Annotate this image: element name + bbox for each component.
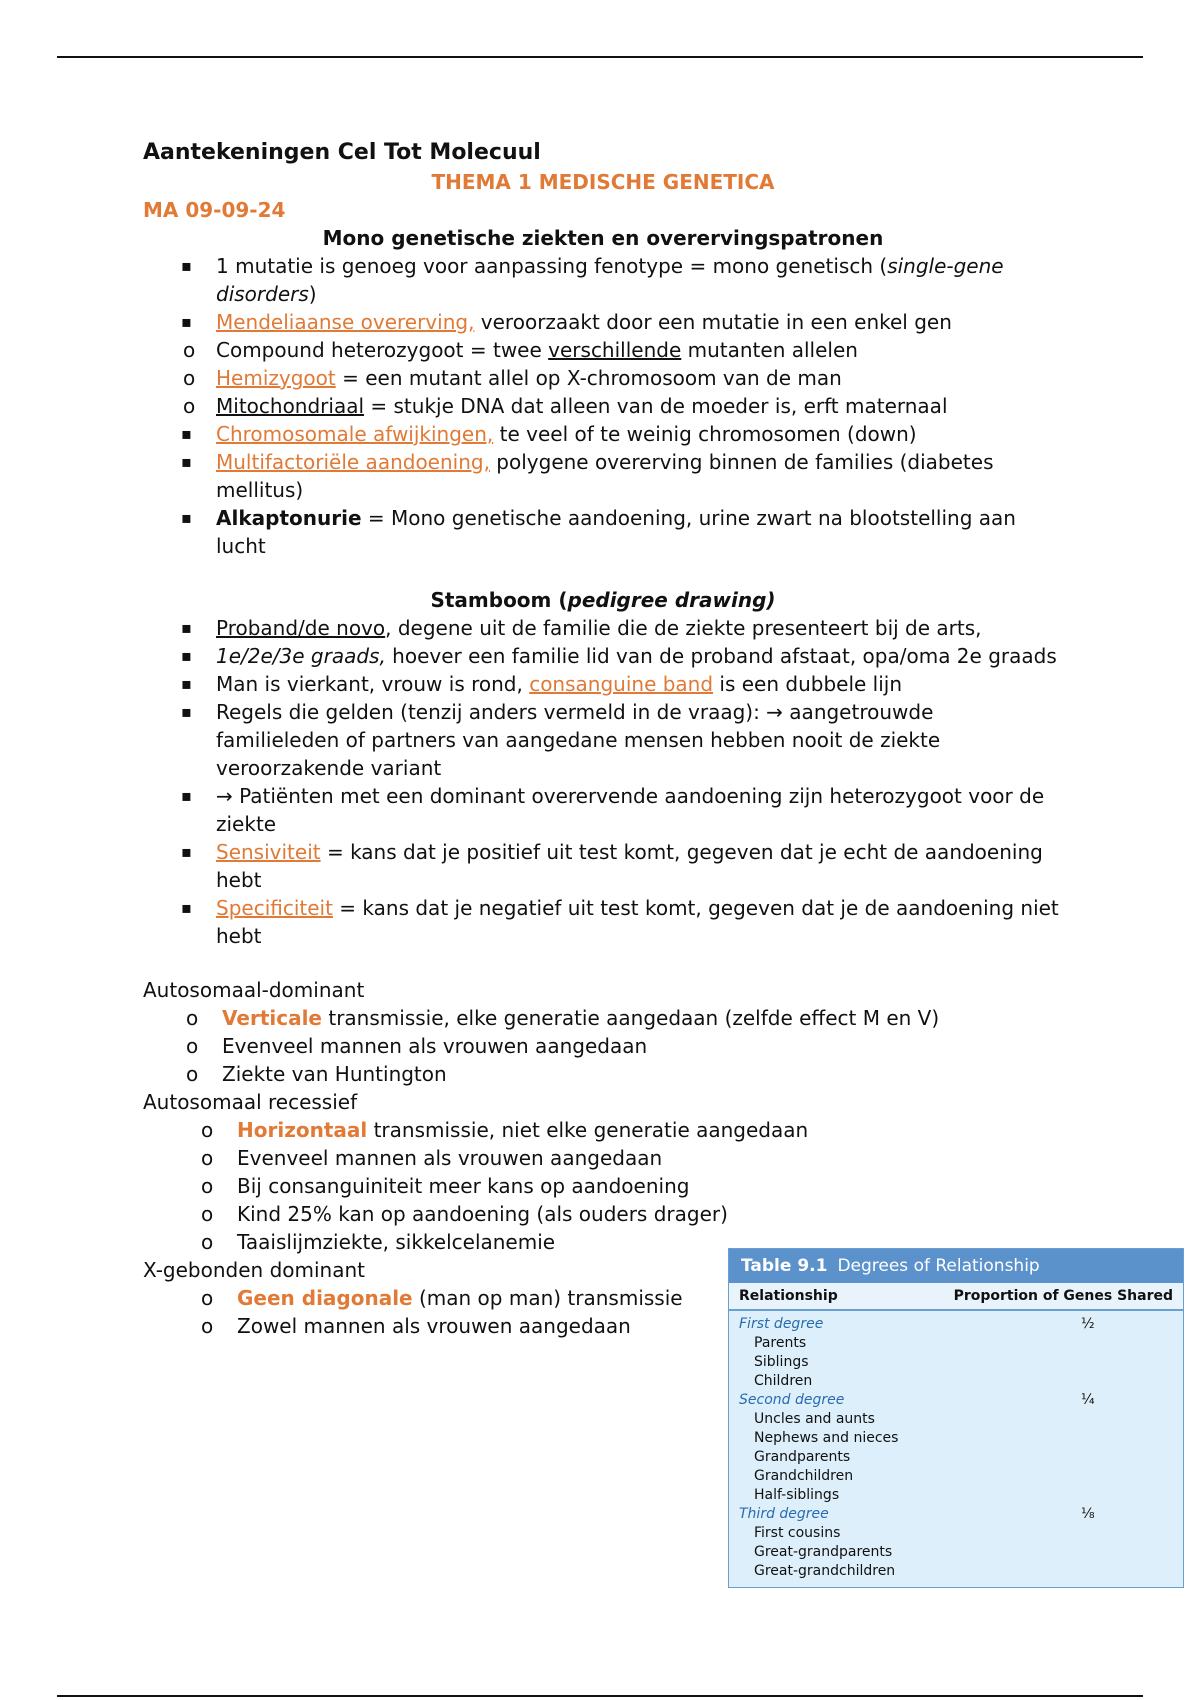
list-item: ▪ Man is vierkant, vrouw is rond, consanguine band is een dubbele lijn: [143, 670, 1063, 698]
list-item: ▪ 1 mutatie is genoeg voor aanpassing fenotype = mono genetisch (single-gene disorders): [143, 252, 1063, 308]
chromosomal-link[interactable]: Chromosomale afwijkingen,: [216, 422, 494, 446]
list-item: ▪ → Patiënten met een dominant overervende aandoening zijn heterozygoot voor de ziekte: [143, 782, 1063, 838]
table-body: [729, 1311, 1183, 1587]
table-group: Third degree ⅛ First cousins Great-grandparents Great-grandchildren: [739, 1505, 1173, 1581]
list-item: o Verticale transmissie, elke generatie aangedaan (zelfde effect M en V): [143, 1004, 1063, 1032]
list-item: o Ziekte van Huntington: [143, 1060, 1063, 1088]
table-row: Parents: [754, 1335, 807, 1351]
consanguine-link[interactable]: consanguine band: [529, 672, 714, 696]
list-item: ▪ Mendeliaanse overerving, veroorzaakt door een mutatie in een enkel gen o Compound heterozygoot = twee verschillende mutanten allelen o Hemizygoot = een mutant allel op X-chromosoom van de man o Mitochondriaal = stukje DNA dat alleen van de moeder is, erft maternaal: [143, 308, 1063, 420]
table-row: First cousins: [754, 1525, 841, 1541]
section2-heading: Stamboom (pedigree drawing): [430, 588, 776, 612]
document-body: [143, 138, 1063, 1340]
table-row: Great-grandchildren: [754, 1563, 896, 1579]
document-title: Aantekeningen Cel Tot Molecuul: [143, 140, 541, 165]
list-item: ▪ Specificiteit = kans dat je negatief uit test komt, gegeven dat je de aandoening niet hebt: [143, 894, 1063, 950]
list-item: o Bij consanguiniteit meer kans op aandoening: [143, 1172, 807, 1200]
date-label: MA 09-09-24: [143, 198, 286, 222]
list-item: ▪ Regels die gelden (tenzij anders vermeld in de vraag): → aangetrouwde familieleden of partners van aangedane mensen hebben nooit de ziekte veroorzakende variant: [143, 698, 1063, 782]
section1-list: [143, 252, 1063, 560]
bottom-rule: [57, 1695, 1143, 1697]
theme-heading: THEMA 1 MEDISCHE GENETICA: [431, 170, 775, 194]
table-caption: Table 9.1 Degrees of Relationship: [729, 1249, 1183, 1283]
table-row: Children: [754, 1373, 813, 1389]
list-item: o Taaislijmziekte, sikkelcelanemie: [143, 1228, 807, 1256]
list-item: o Evenveel mannen als vrouwen aangedaan: [143, 1144, 807, 1172]
top-rule: [57, 56, 1143, 58]
table-row: Nephews and nieces: [754, 1430, 899, 1446]
list-item: o Zowel mannen als vrouwen aangedaan: [143, 1312, 807, 1340]
table-row: Siblings: [754, 1354, 809, 1370]
section2-list: [143, 614, 1063, 950]
hemizygoot-link[interactable]: Hemizygoot: [216, 366, 336, 390]
table-row: Grandchildren: [754, 1468, 854, 1484]
list-item: ▪ Alkaptonurie = Mono genetische aandoening, urine zwart na blootstelling aan lucht: [143, 504, 1063, 560]
list-item: o Horizontaal transmissie, niet elke generatie aangedaan: [143, 1116, 1063, 1144]
ar-heading: Autosomaal recessief: [143, 1090, 358, 1114]
table-row: Great-grandparents: [754, 1544, 893, 1560]
ar-list: [143, 1116, 1063, 1256]
mendel-link[interactable]: Mendeliaanse overerving,: [216, 310, 475, 334]
specificity-link[interactable]: Specificiteit: [216, 896, 333, 920]
list-item: o Geen diagonale (man op man) transmissie: [143, 1284, 807, 1312]
list-item: ▪ 1e/2e/3e graads, hoever een familie lid van de proband afstaat, opa/oma 2e graads: [143, 642, 1063, 670]
list-item: o Mitochondriaal = stukje DNA dat alleen van de moeder is, erft maternaal: [143, 392, 1063, 420]
table-row: Uncles and aunts: [754, 1411, 875, 1427]
list-item: o Compound heterozygoot = twee verschillende mutanten allelen: [143, 336, 1063, 364]
list-item: o Evenveel mannen als vrouwen aangedaan: [143, 1032, 1063, 1060]
section1-heading: Mono genetische ziekten en overervingspatronen: [322, 226, 884, 250]
table-row: Grandparents: [754, 1449, 851, 1465]
relationship-table: [728, 1248, 1184, 1588]
list-item: o Kind 25% kan op aandoening (als ouders drager): [143, 1200, 807, 1228]
table-header-row: Relationship Proportion of Genes Shared: [729, 1283, 1183, 1311]
list-item: ▪ Chromosomale afwijkingen, te veel of te weinig chromosomen (down): [143, 420, 1063, 448]
ad-heading: Autosomaal-dominant: [143, 978, 365, 1002]
table-row: Half-siblings: [754, 1487, 840, 1503]
table-group: First degree ½ Parents Siblings Children: [739, 1315, 1173, 1391]
list-item: o Hemizygoot = een mutant allel op X-chromosoom van de man: [143, 364, 1063, 392]
xd-heading: X-gebonden dominant: [143, 1258, 365, 1282]
list-item: ▪ Sensiviteit = kans dat je positief uit test komt, gegeven dat je echt de aandoening hebt: [143, 838, 1063, 894]
table-group: Second degree ¼ Uncles and aunts Nephews and nieces Grandparents Grandchildren Half-siblings: [739, 1391, 1173, 1505]
multifactorial-link[interactable]: Multifactoriële aandoening,: [216, 450, 490, 474]
sub-list: [143, 336, 1063, 420]
ad-list: [143, 1004, 1063, 1088]
list-item: ▪ Proband/de novo, degene uit de familie die de ziekte presenteert bij de arts,: [143, 614, 1063, 642]
list-item: ▪ Multifactoriële aandoening, polygene overerving binnen de families (diabetes mellitus): [143, 448, 1063, 504]
sensitivity-link[interactable]: Sensiviteit: [216, 840, 321, 864]
